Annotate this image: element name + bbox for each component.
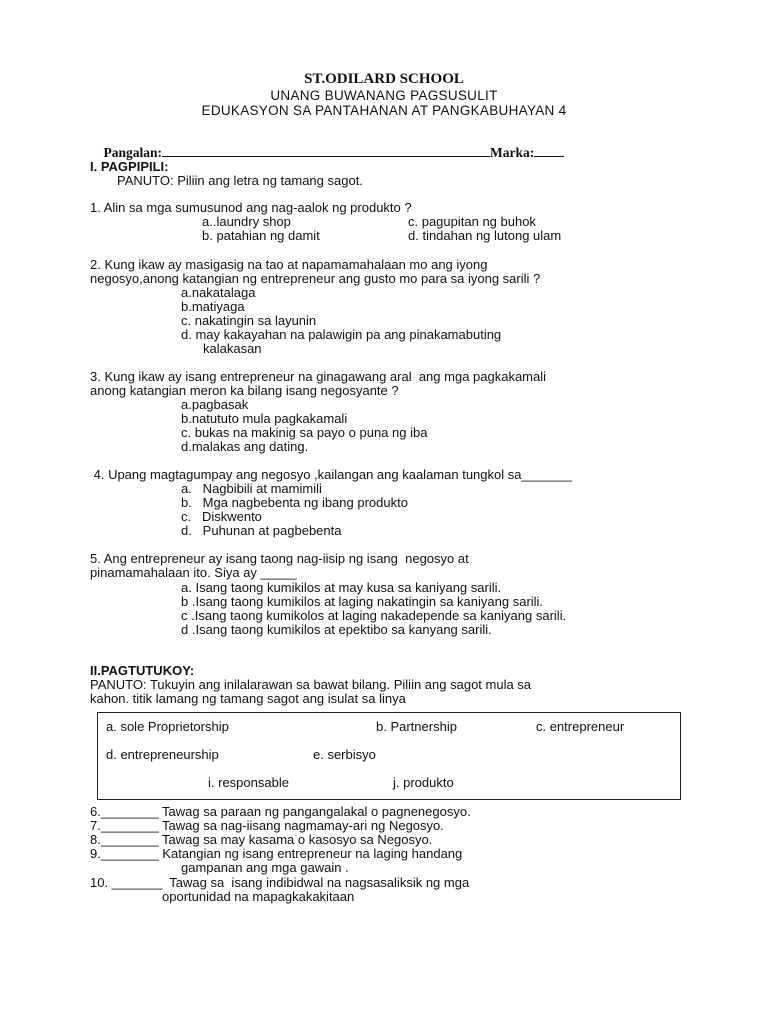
choice-j: j. produkto [393,775,454,790]
item-9-cont: gampanan ang mga gawain . [181,860,349,875]
item-9: 9.________ Katangian ng isang entrepreneur na laging handang [90,846,463,861]
q3-line2: anong katangian meron ka bilang isang negosyante ? [90,383,399,398]
subject-title: EDUKASYON SA PANTAHANAN AT PANGKABUHAYAN 4 [201,103,567,118]
item-10-cont: oportunidad na mapagkakakitaan [162,889,355,904]
q4-option-a: a. Nagbibili at mamimili [181,481,322,496]
q2-line1: 2. Kung ikaw ay masigasig na tao at napamamahalaan mo ang iyong [90,257,488,272]
item-7: 7.________ Tawag sa nag-iisang nagmamay-ari ng Negosyo. [90,818,444,833]
choice-c: c. entrepreneur [536,719,625,734]
q5-line1: 5. Ang entrepreneur ay isang taong nag-iisip ng isang negosyo at [90,551,469,566]
q2-option-a: a.nakatalaga [181,285,256,300]
item-6: 6.________ Tawag sa paraan ng pangangalakal o pagnenegosyo. [90,804,471,819]
q2-line2: negosyo,anong katangian ng entrepreneur ang gusto mo para sa iyong sarili ? [90,271,541,286]
part2-heading: II.PAGTUTUKOY: [90,663,195,678]
name-label: Pangalan: [103,145,163,160]
q5-option-d: d .Isang taong kumikilos at epektibo sa kanyang sarili. [181,622,492,637]
q4-option-b: b. Mga nagbebenta ng ibang produkto [181,495,408,510]
choice-i: i. responsable [208,775,289,790]
q4-option-c: c. Diskwento [181,509,262,524]
q1-option-b: b. patahian ng damit [202,228,320,243]
score-label: Marka: [490,145,535,160]
q1-option-c: c. pagupitan ng buhok [408,214,536,229]
part2-instruction-line2: kahon. titik lamang ng tamang sagot ang isulat sa linya [90,691,406,706]
item-10: 10. _______ Tawag sa isang indibidwal na nagsasaliksik ng mga [90,875,470,890]
q2-option-d-cont: kalakasan [203,341,262,356]
q5-option-c: c .Isang taong kumikolos at laging nakadepende sa kaniyang sarili. [181,608,567,623]
q4-text: 4. Upang magtagumpay ang negosyo ,kailangan ang kaalaman tungkol sa_______ [90,467,573,482]
q3-option-a: a.pagbasak [181,397,249,412]
choice-a: a. sole Proprietorship [106,719,229,734]
q3-line1: 3. Kung ikaw ay isang entrepreneur na ginagawang aral ang mga pagkakamali [90,369,547,384]
q4-option-d: d. Puhunan at pagbebenta [181,523,342,538]
q5-option-b: b .Isang taong kumikilos at laging nakatingin sa kaniyang sarili. [181,594,544,609]
choice-d: d. entrepreneurship [106,747,219,762]
score-blank[interactable] [534,145,564,157]
q2-option-d: d. may kakayahan na palawigin pa ang pinakamabuting [181,327,502,342]
q2-option-c: c. nakatingin sa layunin [181,313,317,328]
q5-option-a: a. Isang taong kumikilos at may kusa sa kaniyang sarili. [181,580,502,595]
q1-text: 1. Alin sa mga sumusunod ang nag-aalok ng produkto ? [90,200,412,215]
q1-option-d: d. tindahan ng lutong ulam [408,228,562,243]
part1-instruction: PANUTO: Piliin ang letra ng tamang sagot. [117,173,363,188]
q1-option-a: a..laundry shop [202,214,291,229]
choice-b: b. Partnership [376,719,457,734]
q3-option-d: d.malakas ang dating. [181,439,309,454]
q3-option-b: b.natututo mula pagkakamali [181,411,348,426]
school-name: ST.ODILARD SCHOOL [304,71,464,87]
q5-line2: pinamamahalaan ito. Siya ay _____ [90,565,297,580]
q3-option-c: c. bukas na makinig sa payo o puna ng iba [181,425,428,440]
q2-option-b: b.matiyaga [181,299,245,314]
exam-title: UNANG BUWANANG PAGSUSULIT [270,88,498,103]
item-8: 8.________ Tawag sa may kasama o kasosyo sa Negosyo. [90,832,433,847]
part2-instruction-line1: PANUTO: Tukuyin ang inilalarawan sa bawat bilang. Piliin ang sagot mula sa [90,677,532,692]
name-blank[interactable] [162,145,490,157]
choice-e: e. serbisyo [313,747,376,762]
part1-heading: I. PAGPIPILI: [90,159,169,174]
